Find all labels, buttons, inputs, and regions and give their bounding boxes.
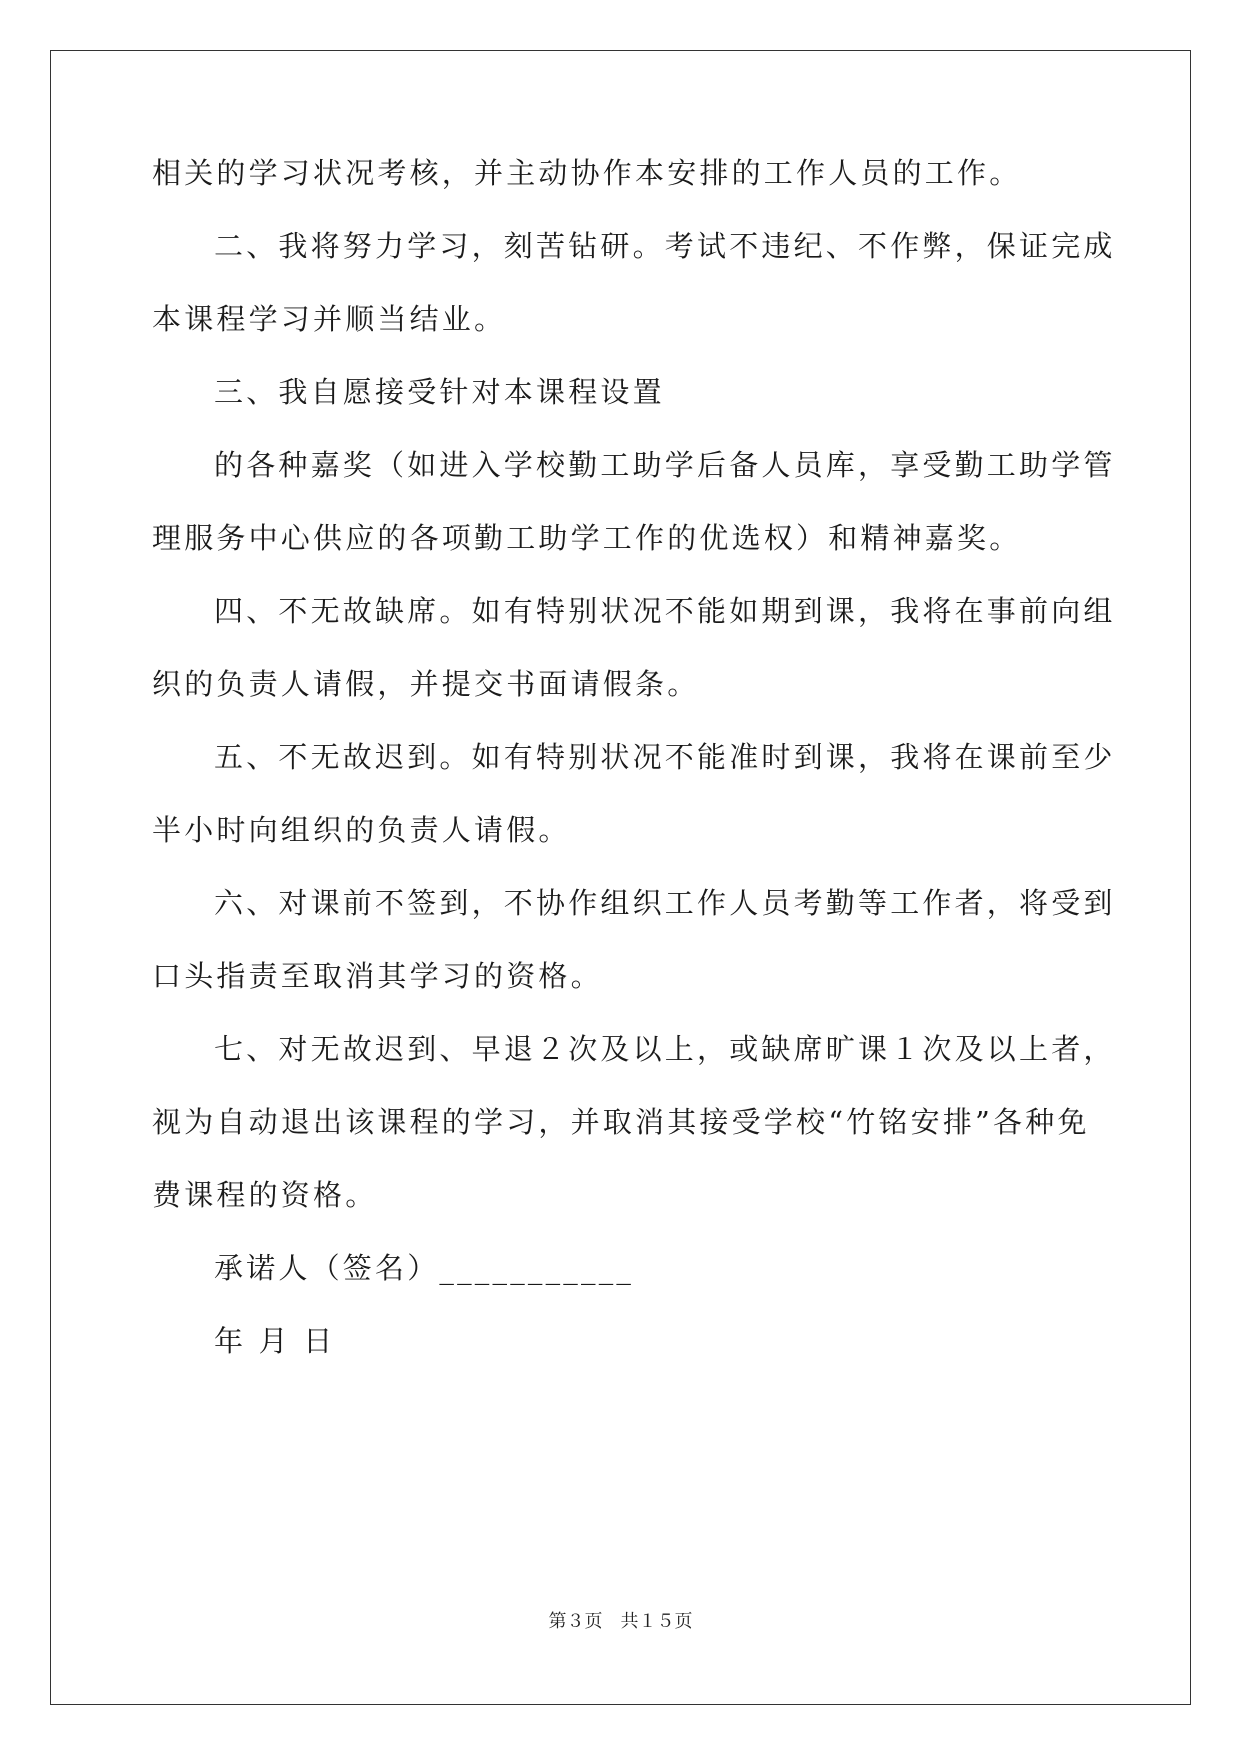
page-number: 第３页 <box>548 1611 603 1632</box>
text-line-5: 的各种嘉奖（如进入学校勤工助学后备人员库，享受勤工助学管 <box>214 448 1116 482</box>
date-line: 年 月 日 <box>214 1324 336 1358</box>
page-total: 共１５页 <box>620 1611 693 1632</box>
text-line-6: 理服务中心供应的各项勤工助学工作的优选权）和精神嘉奖。 <box>152 521 1022 555</box>
text-line-1: 相关的学习状况考核，并主动协作本安排的工作人员的工作。 <box>152 156 1022 190</box>
text-line-10: 半小时向组织的负责人请假。 <box>152 813 571 847</box>
text-line-11: 六、对课前不签到，不协作组织工作人员考勤等工作者，将受到 <box>214 886 1116 920</box>
text-line-8: 织的负责人请假，并提交书面请假条。 <box>152 667 700 701</box>
text-line-9: 五、不无故迟到。如有特别状况不能准时到课，我将在课前至少 <box>214 740 1116 774</box>
text-line-4: 三、我自愿接受针对本课程设置 <box>214 375 665 409</box>
page-footer <box>0 1610 1241 1634</box>
text-line-13: 七、对无故迟到、早退２次及以上，或缺席旷课１次及以上者， <box>214 1032 1116 1066</box>
signature-line: 承诺人（签名）___________ <box>214 1251 635 1285</box>
text-line-7: 四、不无故缺席。如有特别状况不能如期到课，我将在事前向组 <box>214 594 1116 628</box>
text-line-15: 费课程的资格。 <box>152 1178 378 1212</box>
text-line-3: 本课程学习并顺当结业。 <box>152 302 507 336</box>
text-line-12: 口头指责至取消其学习的资格。 <box>152 959 603 993</box>
text-line-14: 视为自动退出该课程的学习，并取消其接受学校“竹铭安排”各种免 <box>152 1105 1090 1139</box>
text-line-2: 二、我将努力学习，刻苦钻研。考试不违纪、不作弊，保证完成 <box>214 229 1116 263</box>
